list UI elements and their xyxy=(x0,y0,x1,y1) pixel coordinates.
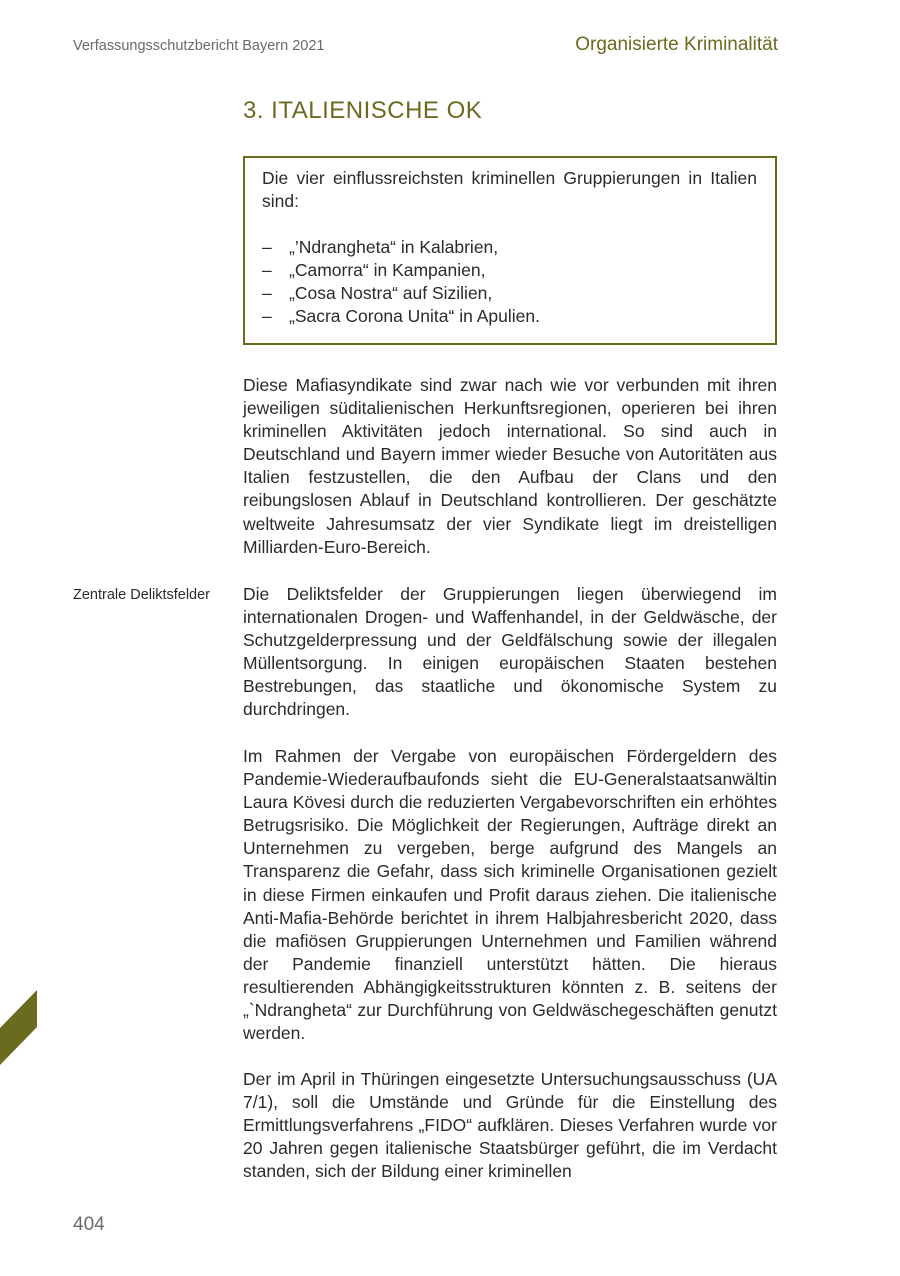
chapter-edge-marker xyxy=(0,990,37,1065)
margin-note: Zentrale Deliktsfelder xyxy=(73,587,210,603)
list-item: – „Camorra“ in Kampanien, xyxy=(262,259,757,282)
chapter-title: Organisierte Kriminalität xyxy=(575,34,778,55)
info-box xyxy=(243,156,777,345)
paragraph-mafia-syndicates: Diese Mafiasyndikate sind zwar nach wie vor verbunden mit ihren jeweiligen süditalienischen Herkunftsregionen, operieren bei ihren kriminellen Aktivitäten jedoch international. So sind auch in Deutschland und Bayern immer wieder Besuche von Autoritäten aus Italien festzustellen, die den Aufbau der Clans und den reibungslosen Ablauf in Deutschland kontrollieren. Der geschätzte weltweite Jahresumsatz der vier Syndikate liegt im dreistelligen Milliarden-Euro-Bereich. xyxy=(243,375,777,557)
paragraph-eu-funds: Im Rahmen der Vergabe von europäischen Fördergeldern des Pandemie-Wiederaufbaufonds sieht die EU-Generalstaatsanwältin Laura Kövesi durch die reduzierten Vergabevorschriften ein erhöhtes Betrugsrisiko. Die Möglichkeit der Regierungen, Aufträge direkt an Unternehmen zu vergeben, berge aufgrund des Mangels an Transparenz die Gefahr, dass sich kriminelle Organisationen gezielt in diese Firmen einkaufen und Profit daraus ziehen. Die italienische Anti-Mafia-Behörde berichtet in ihrem Halbjahresbericht 2020, dass die mafiösen Gruppierungen Unternehmen und Familien während der Pandemie finanziell unterstützt hätten. Die hieraus resultierenden Abhängigkeitsstrukturen könnten z. B. seitens der „`Ndrangheta“ zur Durchführung von Geldwäschegeschäften genutzt werden. xyxy=(243,746,777,1044)
paragraph-investigation: Der im April in Thüringen eingesetzte Untersuchungsausschuss (UA 7/1), soll die Umstände und Gründe für die Einstellung des Ermittlungsverfahrens „FIDO“ aufklären. Dieses Verfahren wurde vor 20 Jahren gegen italienische Staatsbürger geführt, die im Verdacht standen, sich der Bildung einer kriminellen xyxy=(243,1069,777,1182)
info-box-intro: Die vier einflussreichsten kriminellen Gruppierungen in Italien sind: xyxy=(262,168,757,211)
section-heading: 3. ITALIENISCHE OK xyxy=(243,97,483,124)
paragraph-crime-fields: Die Deliktsfelder der Gruppierungen liegen überwiegend im internationalen Drogen- und Waffenhandel, in der Geldwäsche, der Schutzgelderpressung und der Geldfälschung sowie der illegalen Müllentsorgung. In einigen europäischen Staaten bestehen Bestrebungen, das staatliche und ökonomische System zu durchdringen. xyxy=(243,584,777,720)
list-item: – „Cosa Nostra“ auf Sizilien, xyxy=(262,282,757,305)
mafia-group-list xyxy=(262,236,757,328)
list-item: – „Sacra Corona Unita“ in Apulien. xyxy=(262,305,757,328)
page-number: 404 xyxy=(73,1214,105,1235)
running-header-title: Verfassungsschutzbericht Bayern 2021 xyxy=(73,38,325,54)
list-item: – „’Ndrangheta“ in Kalabrien, xyxy=(262,236,757,259)
